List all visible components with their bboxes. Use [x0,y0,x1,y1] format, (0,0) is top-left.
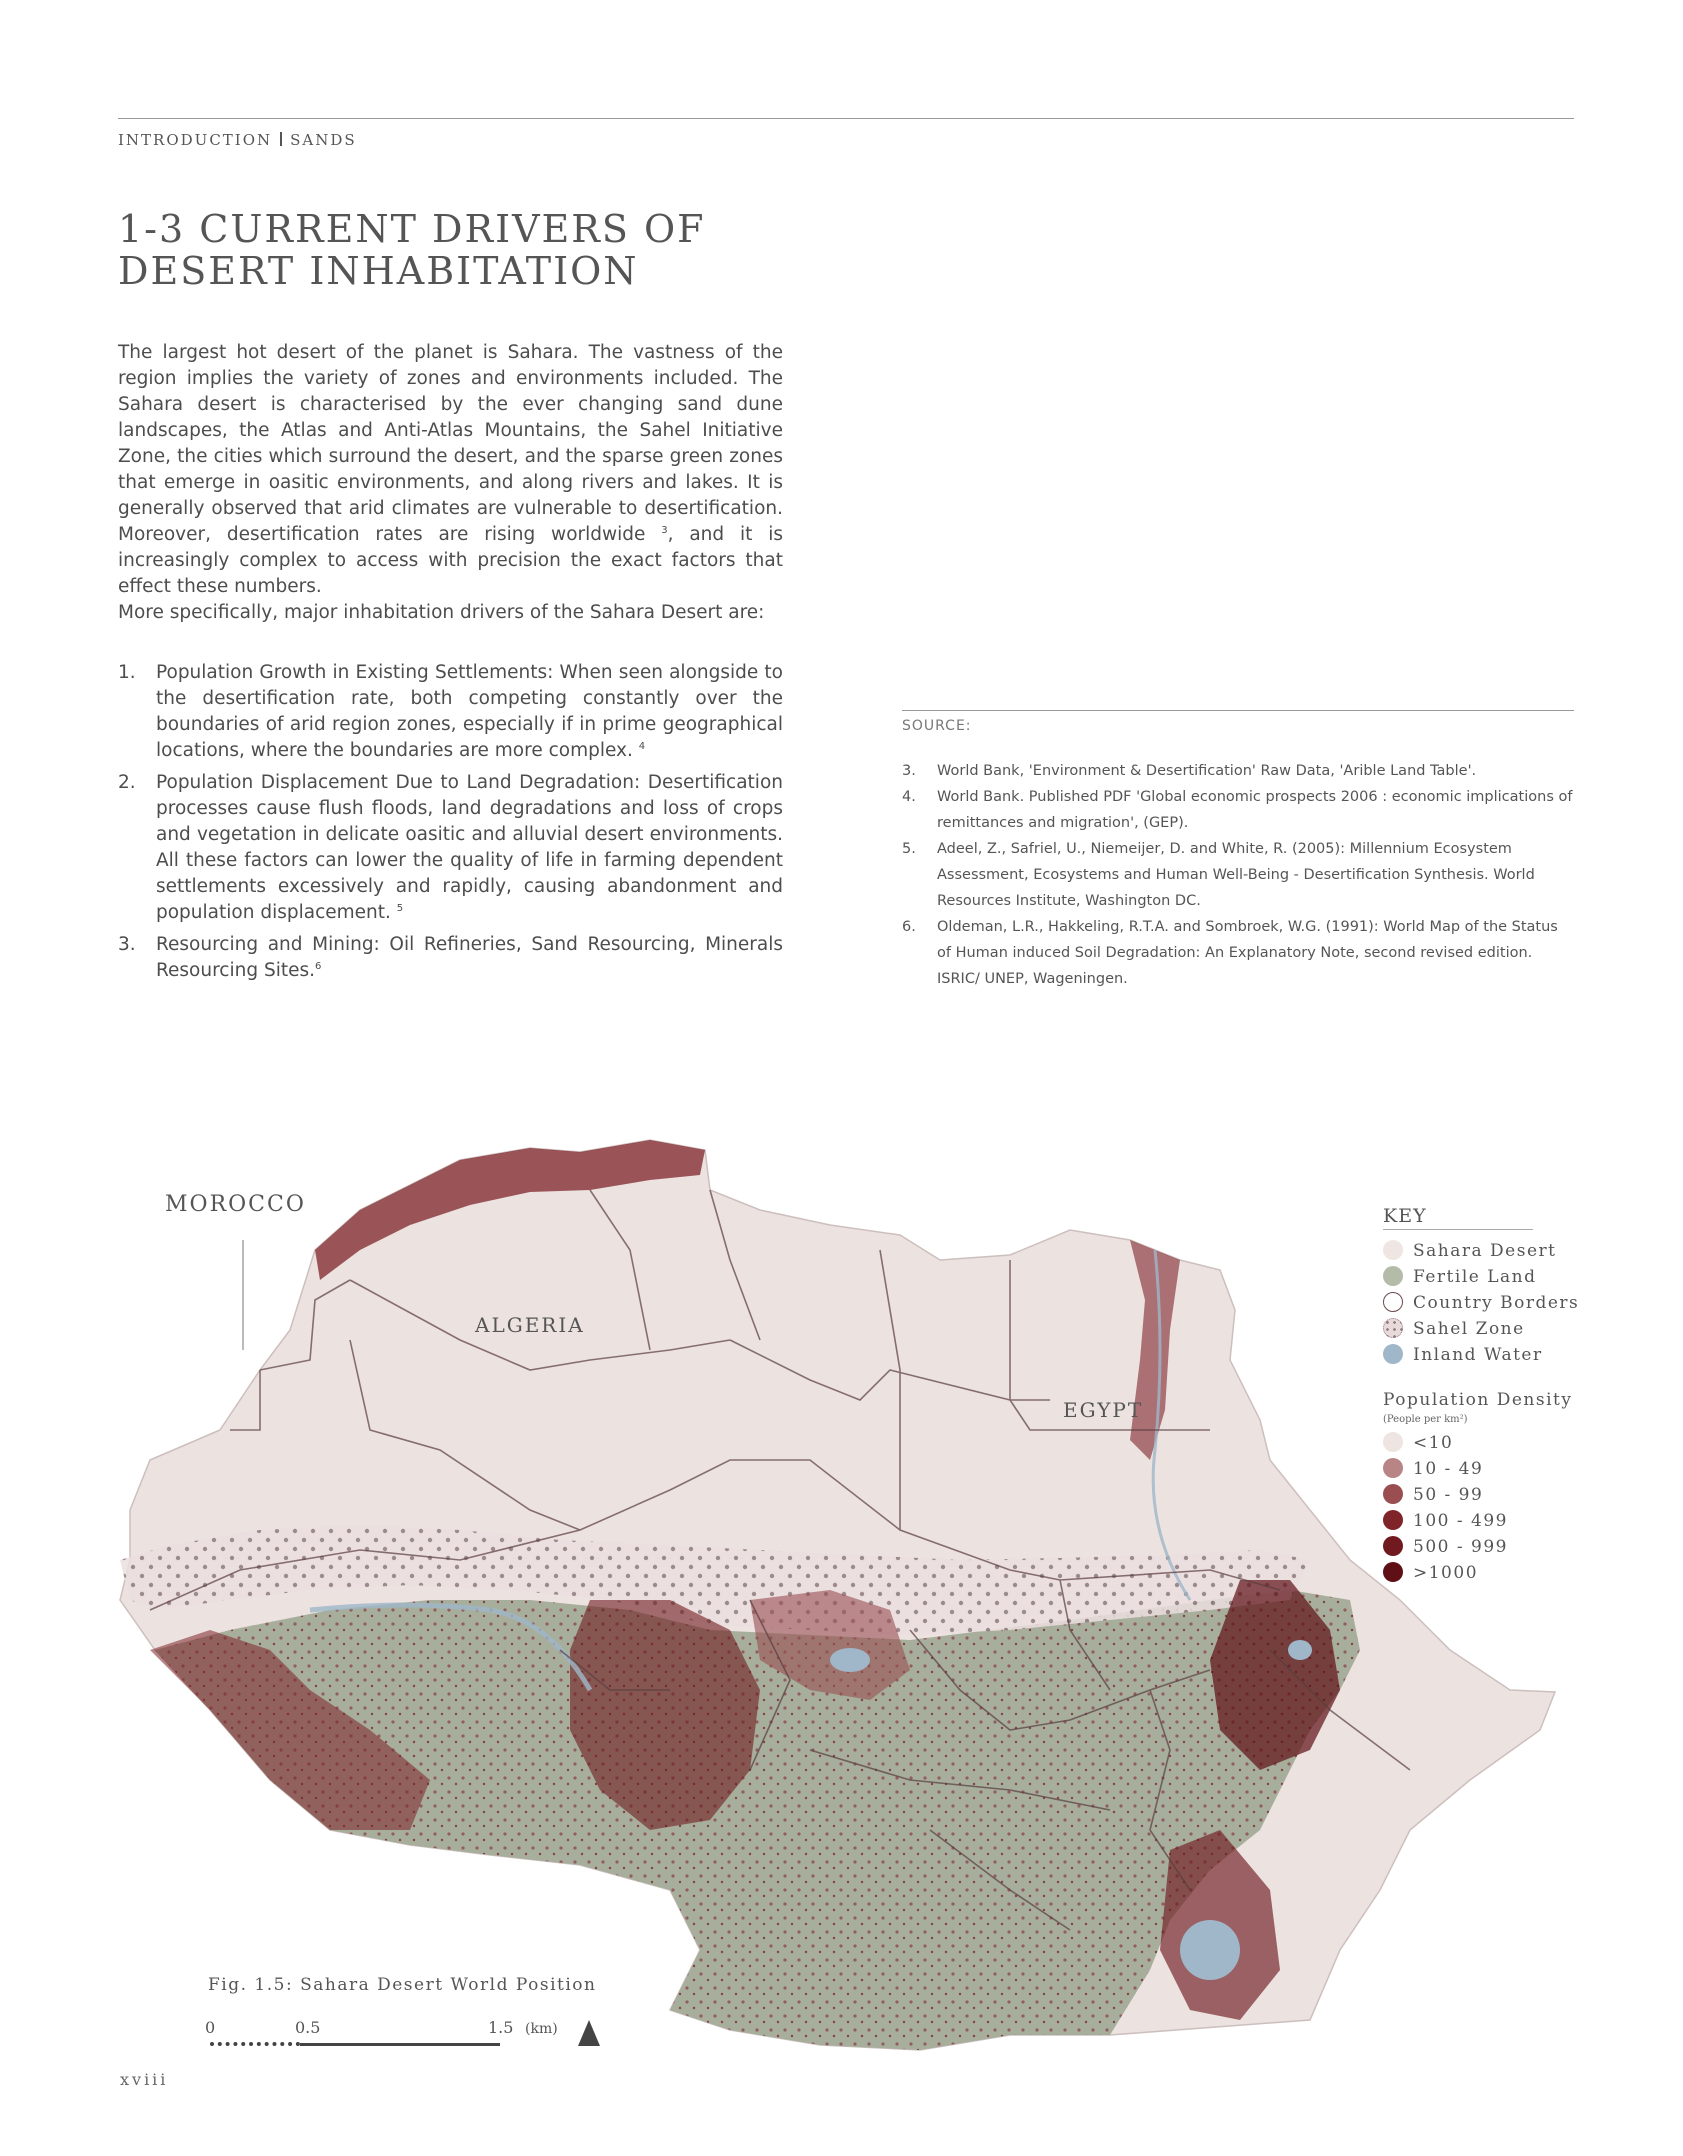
label-morocco: MOROCCO [165,1192,306,1217]
key-item-sahel-zone [1383,1318,1525,1342]
item-number: 3. [118,934,136,955]
swatch [1383,1292,1403,1312]
key-item-fertile-land [1383,1266,1536,1290]
density-item [1383,1458,1483,1482]
africa-map [110,1130,1573,2060]
key-label: Sahara Desert [1413,1241,1557,1261]
separator [280,132,282,146]
list-item [118,660,783,764]
key-label: Inland Water [1413,1345,1543,1365]
density-item [1383,1536,1508,1560]
figure-caption: Fig. 1.5: Sahara Desert World Position [208,1975,597,1995]
key-item-inland-water [1383,1344,1543,1368]
key-title: KEY [1383,1205,1533,1230]
key-item-sahara-desert [1383,1240,1556,1264]
reference-number: 4. [902,789,916,805]
label-egypt: EGYPT [1063,1398,1144,1422]
drivers-intro: More specifically, major inhabitation drivers of the Sahara Desert are: [118,602,765,623]
intro-paragraph [118,340,783,600]
intro-text-a: The largest hot desert of the planet is Sahara. The vastness of the region implies the variety of zones and environments included. The Sahara desert is characterised by the ever changing sand dune landscapes, the Atlas and Anti-Atlas Mountains, the Sahel Initiative Zone, the cities which surround the desert, and the sparse green zones that emerge in oasitic environments, and along rivers and lakes. It is generally observed that arid climates are vulnerable to desertification. Moreover, desertification rates are rising worldwide [118,342,783,545]
reference-number: 6. [902,919,916,935]
footnote-ref[interactable]: 5 [396,902,404,914]
swatch [1383,1240,1403,1260]
source-label: SOURCE: [902,718,972,734]
reference-list [902,758,1574,992]
reference-number: 3. [902,763,916,779]
swatch [1383,1510,1403,1530]
swatch [1383,1484,1403,1504]
reference-item [902,758,1574,784]
item-text: Population Growth in Existing Settlements: When seen alongside to the desertification rate, both competing constantly over the boundaries of arid region zones, especially if in prime geographical locations, where the boundaries are more complex. [156,662,783,761]
key-label: Sahel Zone [1413,1319,1525,1339]
list-item [118,770,783,926]
population-density-title: Population Density [1383,1390,1573,1410]
population-density-subtitle: (People per km²) [1383,1414,1468,1425]
reference-item [902,836,1574,914]
lake-tana [1288,1640,1312,1660]
scale-unit: (km) [525,2021,558,2037]
density-label: 100 - 499 [1413,1511,1508,1531]
scale-zero: 0 [205,2018,216,2037]
reference-text: Adeel, Z., Safriel, U., Niemeijer, D. and White, R. (2005): Millennium Ecosystem Assessment, Ecosystems and Human Well-Being - Desertification Synthesis. World Resources Institute, Washington DC. [937,841,1535,909]
reference-text: World Bank. Published PDF 'Global economic prospects 2006 : economic implications of remittances and migration', (GEP). [937,789,1573,831]
reference-text: Oldeman, L.R., Hakkeling, R.T.A. and Sombroek, W.G. (1991): World Map of the Status of Human induced Soil Degradation: An Explanatory Note, second revised edition. ISRIC/ UNEP, Wageningen. [937,919,1558,987]
footnote-ref[interactable]: 6 [314,960,322,972]
lake-victoria [1180,1920,1240,1980]
density-item [1383,1510,1508,1534]
scale-bar-dotted [210,2042,300,2046]
running-head [118,131,357,149]
item-number: 1. [118,662,136,683]
reference-item [902,914,1574,992]
top-rule [118,118,1574,119]
drivers-list [118,660,783,990]
density-label: 50 - 99 [1413,1485,1484,1505]
list-item [118,932,783,984]
swatch [1383,1458,1403,1478]
reference-text: World Bank, 'Environment & Desertification' Raw Data, 'Arible Land Table'. [937,763,1477,779]
africa-map-graphic [110,1130,1573,2060]
swatch [1383,1318,1403,1338]
north-arrow-icon [578,2020,600,2046]
subsection-name: SANDS [290,131,357,149]
density-label: 500 - 999 [1413,1537,1508,1557]
density-label: >1000 [1413,1563,1479,1583]
scale-bar-solid [300,2043,500,2046]
label-algeria: ALGERIA [475,1313,585,1337]
reference-item [902,784,1574,836]
item-text: Resourcing and Mining: Oil Refineries, Sand Resourcing, Minerals Resourcing Sites. [156,934,783,981]
swatch [1383,1562,1403,1582]
page-title: 1-3 CURRENT DRIVERS OF DESERT INHABITATION [118,207,706,293]
source-rule [902,710,1574,711]
reference-number: 5. [902,841,916,857]
scale-end: 1.5 [488,2018,514,2037]
page-number: xviii [120,2070,169,2089]
lake-chad [830,1648,870,1672]
footnote-ref[interactable]: 4 [638,740,646,752]
key-item-country-borders [1383,1292,1579,1316]
density-item [1383,1562,1478,1586]
item-text: Population Displacement Due to Land Degradation: Desertification processes cause flush floods, land degradations and loss of crops and vegetation in delicate oasitic and alluvial desert environments. All these factors can lower the quality of life in farming dependent settlements excessively and rapidly, causing abandonment and population displacement. [156,772,783,923]
density-label: <10 [1413,1433,1454,1453]
swatch [1383,1266,1403,1286]
scale-mid: 0.5 [295,2018,321,2037]
swatch [1383,1432,1403,1452]
key-label: Fertile Land [1413,1267,1537,1287]
item-number: 2. [118,772,136,793]
density-label: 10 - 49 [1413,1459,1484,1479]
section-name: INTRODUCTION [118,131,273,149]
density-item [1383,1484,1483,1508]
key-label: Country Borders [1413,1293,1580,1313]
intro-text-b: , and it is increasingly complex to access with precision the exact factors that effect these numbers. [118,524,783,597]
swatch [1383,1344,1403,1364]
swatch [1383,1536,1403,1556]
footnote-ref[interactable]: 3 [661,524,668,536]
density-item [1383,1432,1453,1456]
